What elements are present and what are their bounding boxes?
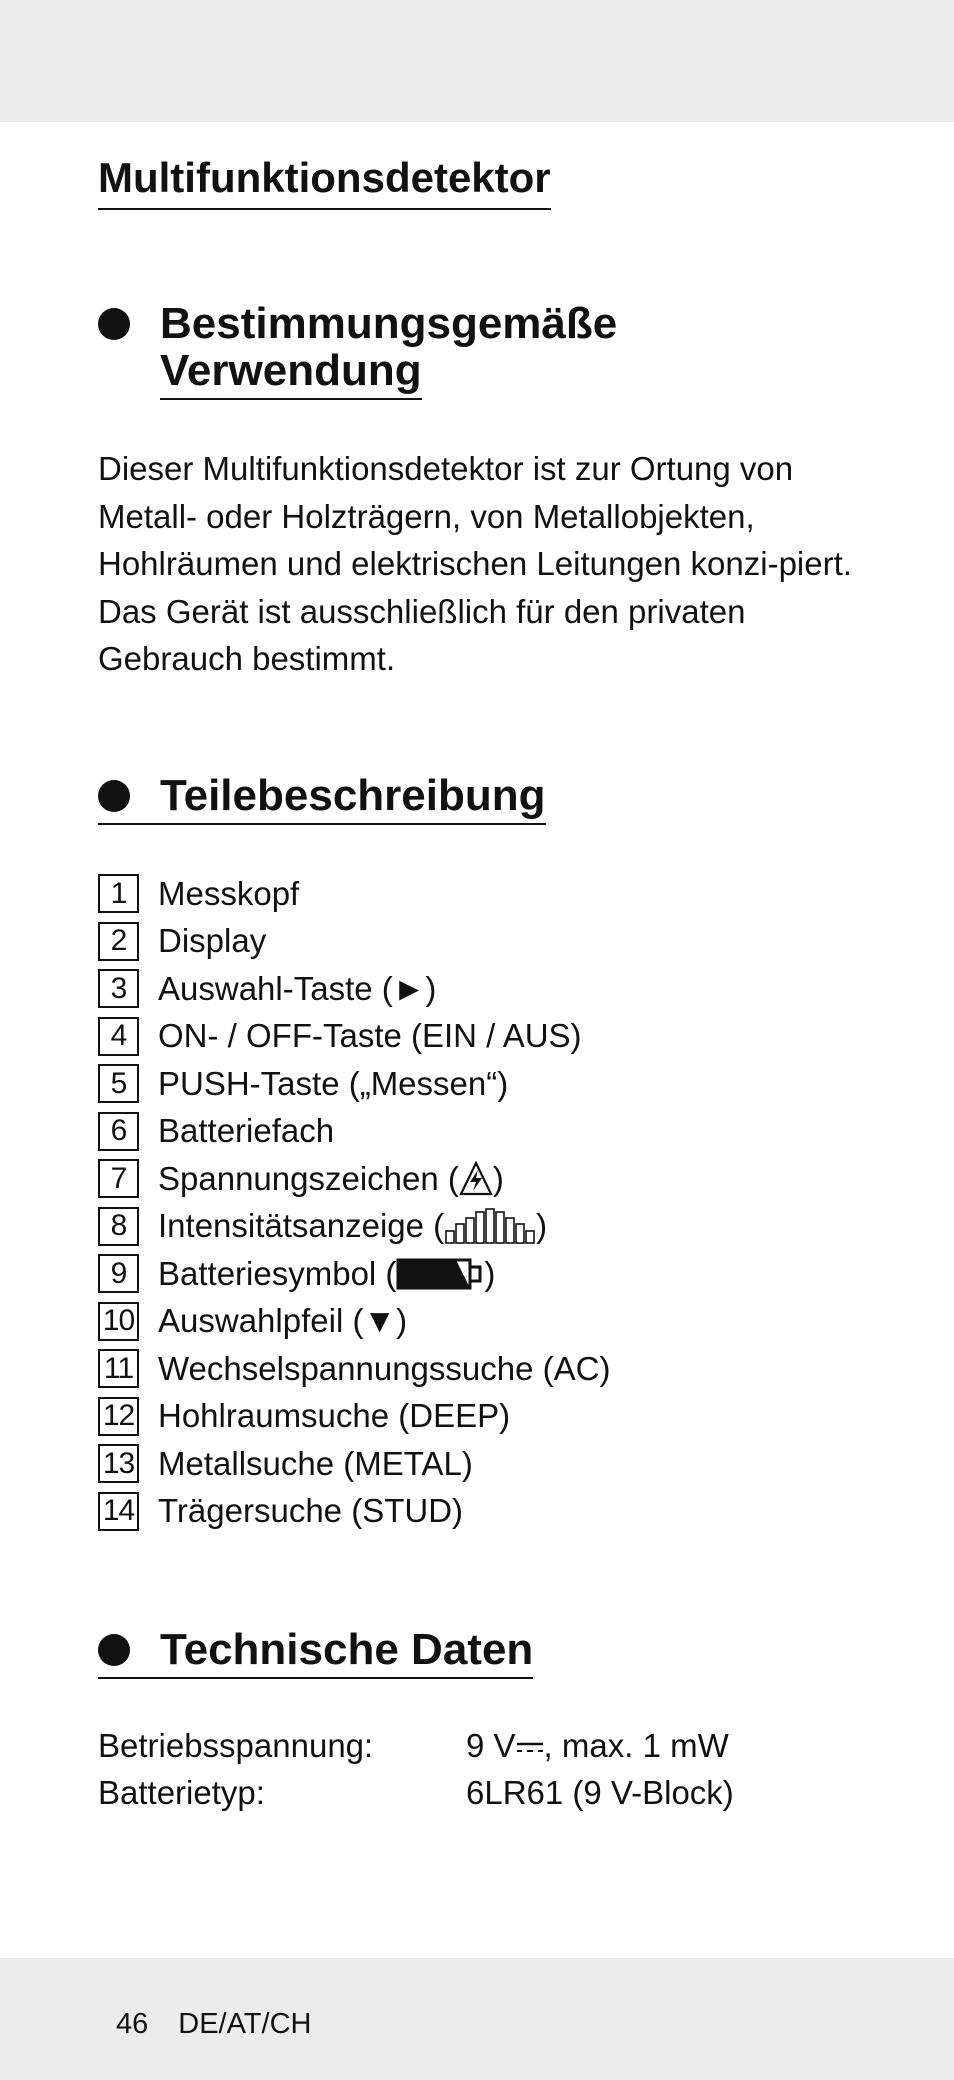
list-item: [98, 965, 610, 1013]
section-specs-heading: [98, 1626, 533, 1679]
item-label: Trägersuche (STUD): [158, 1492, 464, 1530]
item-number: 3: [98, 969, 139, 1008]
page-title: Multifunktionsdetektor: [98, 150, 551, 210]
bullet-icon: [98, 1634, 130, 1666]
dc-symbol-icon: [516, 1741, 544, 1755]
spec-value-voltage: 9 V: [466, 1726, 516, 1764]
section-heading-line1: Bestimmungsgemäße: [160, 299, 618, 348]
list-item: [98, 1203, 610, 1251]
item-number: 11: [98, 1349, 139, 1388]
item-label: Batteriesymbol (: [158, 1254, 397, 1292]
item-number: 5: [98, 1064, 139, 1103]
spec-value: 6LR61 (9 V-Block): [466, 1773, 734, 1811]
item-label-suffix: ): [484, 1254, 496, 1292]
section-parts-heading: [98, 772, 546, 825]
spec-value-power: , max. 1 mW: [543, 1726, 729, 1764]
list-item: [98, 1440, 610, 1488]
bullet-icon: [98, 308, 130, 340]
item-number: 7: [98, 1159, 139, 1198]
voltage-warning-icon: [459, 1161, 493, 1197]
list-item: [98, 1060, 610, 1108]
battery-icon: [396, 1258, 484, 1290]
item-number: 6: [98, 1112, 139, 1151]
item-label: Auswahlpfeil (▼): [158, 1302, 408, 1340]
item-number: 9: [98, 1254, 139, 1293]
bullet-icon: [98, 780, 130, 812]
item-label-suffix: ): [536, 1207, 548, 1245]
list-item: [98, 1013, 610, 1061]
item-label-suffix: ): [492, 1159, 504, 1197]
region-label: DE/AT/CH: [178, 2008, 312, 2040]
item-number: 4: [98, 1017, 139, 1056]
item-label: Metallsuche (METAL): [158, 1444, 473, 1482]
item-number: 8: [98, 1207, 139, 1246]
spec-value: [466, 1727, 729, 1765]
item-label: Auswahl-Taste (►): [158, 969, 437, 1007]
list-item: [98, 918, 610, 966]
spec-row: [98, 1722, 734, 1769]
list-item: [98, 1393, 610, 1441]
intensity-bars-icon: [444, 1207, 536, 1245]
list-item: [98, 870, 610, 918]
item-label: Wechselspannungssuche (AC): [158, 1349, 611, 1387]
section-heading: Technische Daten: [98, 1626, 533, 1679]
item-label: Intensitätsanzeige (: [158, 1207, 445, 1245]
list-item: [98, 1155, 610, 1203]
list-item: [98, 1298, 610, 1346]
list-item: [98, 1345, 610, 1393]
item-label: Batteriefach: [158, 1112, 335, 1150]
page-footer: [116, 2008, 311, 2041]
item-number: 14: [98, 1492, 139, 1531]
footer-band: [0, 1958, 954, 2080]
list-item: [98, 1488, 610, 1536]
item-number: 1: [98, 874, 139, 913]
spec-label: Batterietyp:: [98, 1773, 265, 1811]
section-heading-line2: Verwendung: [160, 347, 422, 400]
item-number: 2: [98, 922, 139, 961]
item-number: 12: [98, 1397, 139, 1436]
item-number: 13: [98, 1444, 139, 1483]
item-label: Messkopf: [158, 874, 300, 912]
usage-paragraph: Dieser Multifunktionsdetektor ist zur Ortung von Metall- oder Holzträgern, von Metallobjekten, Hohlräumen und elektrischen Leitungen konzi-piert. Das Gerät ist ausschließlich für den privaten Gebrauch bestimmt.: [98, 450, 852, 677]
item-label: ON- / OFF-Taste (EIN / AUS): [158, 1017, 582, 1055]
top-band: [0, 0, 954, 122]
page-number: 46: [116, 2008, 149, 2040]
item-label: Display: [158, 922, 267, 960]
spec-label: Betriebsspannung:: [98, 1726, 374, 1764]
item-number: 10: [98, 1302, 139, 1341]
item-label: PUSH-Taste („Messen“): [158, 1064, 509, 1102]
list-item: [98, 1250, 610, 1298]
spec-row: [98, 1769, 734, 1816]
specs-table: [98, 1722, 734, 1816]
item-label: Spannungszeichen (: [158, 1159, 459, 1197]
item-label: Hohlraumsuche (DEEP): [158, 1397, 511, 1435]
section-heading: Teilebeschreibung: [98, 772, 546, 825]
section-usage-heading: [98, 300, 617, 400]
list-item: [98, 1108, 610, 1156]
parts-list: [98, 870, 610, 1535]
